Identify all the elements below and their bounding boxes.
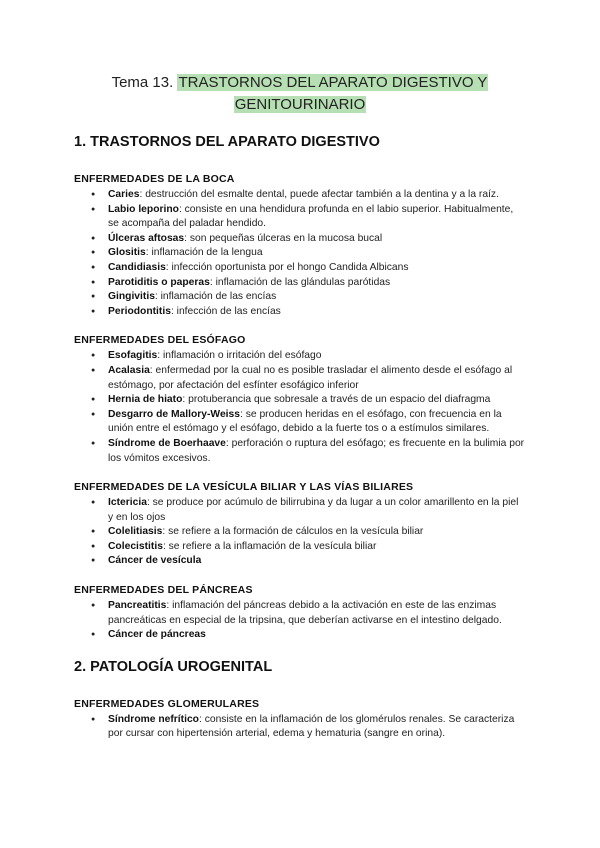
item-description: : inflamación del páncreas debido a la activación en este de las enzimas pancreáticas en especial de la tripsina, que deberían activarse en el intestino delgado. <box>108 600 502 626</box>
item-description: : consiste en la inflamación de los glomérulos renales. Se caracteriza por cursar con hipertensión arterial, edema y hematuria (sangre en orina). <box>108 713 515 740</box>
item-term: Ictericia <box>108 497 147 509</box>
group-heading: ENFERMEDADES GLOMERULARES <box>74 697 260 710</box>
list-item <box>108 246 526 261</box>
item-term: Glositis <box>108 247 146 259</box>
item-term: Esofagitis <box>108 350 158 362</box>
group-heading: ENFERMEDADES DEL ESÓFAGO <box>74 334 246 347</box>
item-description: : infección oportunista por el hongo Candida Albicans <box>165 261 409 273</box>
document-title <box>74 72 526 116</box>
item-description: : se producen heridas en el esófago, con frecuencia en la unión entre el estómago y el esófago, debido a la fuerte tos o a estímulos similares. <box>108 408 502 435</box>
item-term: Desgarro de Mallory-Weiss <box>108 408 240 420</box>
list-item <box>108 496 526 525</box>
item-term: Úlceras aftosas <box>108 232 185 244</box>
item-term: Acalasia <box>108 364 150 376</box>
list-item <box>108 599 526 628</box>
item-term: Cáncer de páncreas <box>108 629 206 641</box>
list-item <box>108 364 526 393</box>
bullet-list <box>74 713 526 742</box>
item-description: : perforación o ruptura del esófago; es frecuente en la bulimia por los vómitos excesivos. <box>108 437 525 464</box>
item-description: : enfermedad por la cual no es posible trasladar el alimento desde el esófago al estómago, por afectación del esfínter esofágico inferior <box>108 364 513 391</box>
item-term: Síndrome de Boerhaave <box>108 437 226 449</box>
group-heading: ENFERMEDADES DE LA BOCA <box>74 173 235 185</box>
item-description: : inflamación de la lengua <box>145 247 263 259</box>
list-item <box>108 276 526 291</box>
list-item <box>108 290 526 305</box>
item-term: Colecistitis <box>108 540 163 552</box>
item-description: : se refiere a la formación de cálculos en la vesícula biliar <box>162 526 424 538</box>
title-highlight-line2: GENITOURINARIO <box>234 96 366 113</box>
item-description: : destrucción del esmalte dental, puede afectar también a la dentina y a la raíz. <box>139 189 499 200</box>
item-description: : se refiere a la inflamación de la vesícula biliar <box>162 540 377 552</box>
list-item <box>108 232 526 247</box>
item-description: : inflamación o irritación del esófago <box>157 350 322 362</box>
list-item <box>108 540 526 555</box>
list-item <box>108 437 526 466</box>
list-item <box>108 203 526 232</box>
list-item <box>108 628 526 643</box>
item-description: : inflamación de las encías <box>154 291 277 303</box>
list-item <box>108 554 526 569</box>
group-heading: ENFERMEDADES DE LA VESÍCULA BILIAR Y LAS VÍAS BILIARES <box>74 481 414 494</box>
item-description: : consiste en una hendidura profunda en el labio superior. Habitualmente, se acompaña del paladar hendido. <box>108 203 514 230</box>
title-highlight-line1: TRASTORNOS DEL APARATO DIGESTIVO Y <box>178 74 488 91</box>
item-term: Labio leporino <box>108 203 179 215</box>
item-description: : son pequeñas úlceras en la mucosa bucal <box>184 232 383 244</box>
item-description: : infección de las encías <box>170 305 281 317</box>
item-term: Cáncer de vesícula <box>108 555 202 567</box>
group-heading: ENFERMEDADES DEL PÁNCREAS <box>74 584 253 597</box>
section-heading: 1. TRASTORNOS DEL APARATO DIGESTIVO <box>74 134 380 150</box>
item-term: Hernia de hiato <box>108 394 183 406</box>
item-term: Pancreatitis <box>108 600 167 612</box>
item-description: : inflamación de las glándulas parótidas <box>209 276 391 288</box>
item-description: : protuberancia que sobresale a través de un espacio del diafragma <box>182 394 491 406</box>
item-term: Gingivitis <box>108 291 155 303</box>
list-item <box>108 261 526 276</box>
list-item <box>108 393 526 408</box>
bullet-list <box>74 349 526 466</box>
section-heading: 2. PATOLOGÍA UROGENITAL <box>74 658 273 675</box>
item-description: : se produce por acúmulo de bilirrubina y da lugar a un color amarillento en la piel y en los ojos <box>108 497 519 523</box>
item-term: Síndrome nefrítico <box>108 713 199 725</box>
list-item <box>108 188 526 203</box>
title-prefix: Tema 13. <box>111 74 178 91</box>
bullet-list <box>74 599 526 643</box>
document-body <box>74 132 526 742</box>
item-term: Colelitiasis <box>108 526 163 538</box>
item-term: Candidiasis <box>108 261 166 273</box>
bullet-list <box>74 188 526 319</box>
bullet-list <box>74 496 526 569</box>
item-term: Parotiditis o paperas <box>108 276 210 288</box>
list-item <box>108 408 526 437</box>
item-term: Caries <box>108 189 140 200</box>
item-term: Periodontitis <box>108 305 171 317</box>
list-item <box>108 713 526 742</box>
list-item <box>108 525 526 540</box>
list-item <box>108 305 526 320</box>
list-item <box>108 349 526 364</box>
